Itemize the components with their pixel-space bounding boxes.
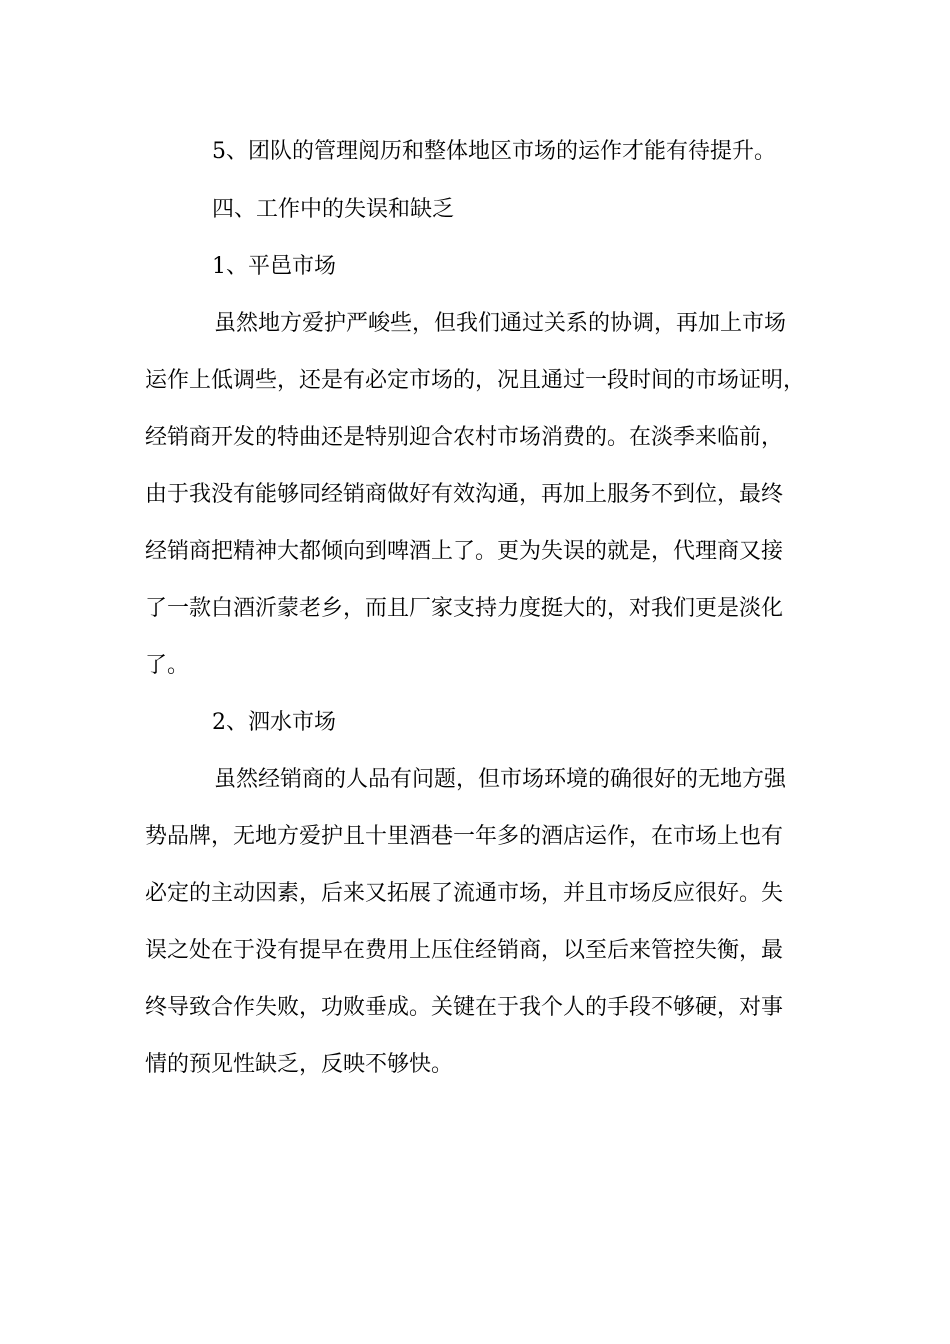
subsection-heading-sishui: 2、泗水市场 bbox=[212, 710, 336, 735]
paragraph-line: 由于我没有能够同经销商做好有效沟通，再加上服务不到位，最终 bbox=[145, 482, 784, 507]
paragraph-line: 误之处在于没有提早在费用上压住经销商，以至后来管控失衡，最 bbox=[145, 938, 784, 963]
list-item-5: 5、团队的管理阅历和整体地区市场的运作才能有待提升。 bbox=[212, 139, 776, 164]
paragraph-line: 经销商开发的特曲还是特别迎合农村市场消费的。在淡季来临前， bbox=[145, 425, 784, 450]
paragraph-line: 经销商把精神大都倾向到啤酒上了。更为失误的就是，代理商又接 bbox=[145, 539, 784, 564]
paragraph-line: 虽然地方爱护严峻些，但我们通过关系的协调，再加上市场 bbox=[214, 311, 787, 336]
paragraph-line: 了。 bbox=[145, 653, 190, 678]
paragraph-line: 终导致合作失败，功败垂成。关键在于我个人的手段不够硬，对事 bbox=[145, 995, 784, 1020]
paragraph-line: 必定的主动因素，后来又拓展了流通市场，并且市场反应很好。失 bbox=[145, 881, 784, 906]
subsection-heading-pingyi: 1、平邑市场 bbox=[212, 254, 336, 279]
paragraph-line: 运作上低调些，还是有必定市场的，况且通过一段时间的市场证明， bbox=[145, 368, 806, 393]
paragraph-line: 势品牌，无地方爱护且十里酒巷一年多的酒店运作，在市场上也有 bbox=[145, 824, 784, 849]
paragraph-line: 虽然经销商的人品有问题，但市场环境的确很好的无地方强 bbox=[214, 767, 787, 792]
paragraph-line: 了一款白酒沂蒙老乡，而且厂家支持力度挺大的，对我们更是淡化 bbox=[145, 596, 784, 621]
section-heading: 四、工作中的失误和缺乏 bbox=[212, 197, 455, 222]
paragraph-line: 情的预见性缺乏，反映不够快。 bbox=[145, 1052, 454, 1077]
